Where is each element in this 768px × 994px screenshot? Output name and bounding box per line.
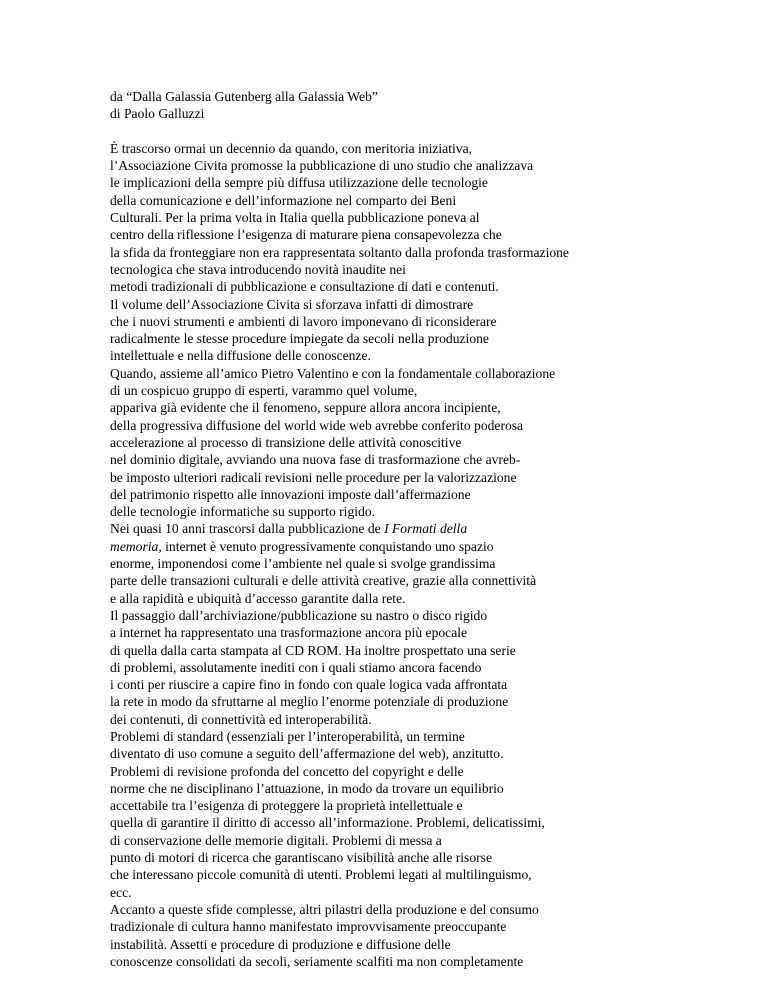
body-line-with-title — [110, 520, 760, 537]
body-line: diventato di uso comune a seguito dell’affermazione del web), anzitutto. — [110, 746, 504, 762]
body-line: di un cospicuo gruppo di esperti, varammo quel volume, — [110, 383, 418, 399]
body-line: parte delle transazioni culturali e delle attività creative, grazie alla connettività — [110, 573, 537, 589]
body-line: del patrimonio rispetto alle innovazioni imposte dall’affermazione — [110, 486, 471, 502]
body-line: Il volume dell’Associazione Civita si sforzava infatti di dimostrare — [110, 296, 474, 312]
body-line: centro della riflessione l’esigenza di maturare piena consapevolezza che — [110, 227, 502, 243]
body-line: be imposto ulteriori radicali revisioni nelle procedure per la valorizzazione — [110, 469, 517, 485]
body-line: intellettuale e nella diffusione delle conoscenze. — [110, 348, 371, 364]
body-line: le implicazioni della sempre più diffusa utilizzazione delle tecnologie — [110, 175, 488, 191]
body-line: di quella dalla carta stampata al CD ROM. Ha inoltre prospettato una serie — [110, 642, 516, 658]
body-line: della comunicazione e dell’informazione nel comparto dei Beni — [110, 192, 457, 208]
source-line: da “Dalla Galassia Gutenberg alla Galassia Web” — [110, 89, 378, 104]
body-line: È trascorso ormai un decennio da quando, con meritoria iniziativa, — [110, 140, 472, 156]
body-line: nel dominio digitale, avviando una nuova fase di trasformazione che avreb- — [110, 452, 521, 468]
body-line: Quando, assieme all’amico Pietro Valentino e con la fondamentale collaborazione — [110, 365, 556, 381]
body-line: enorme, imponendosi come l’ambiente nel quale si svolge grandissima — [110, 556, 496, 572]
body-line: di problemi, assolutamente inediti con i quali stiamo ancora facendo — [110, 659, 482, 675]
body-line: i conti per riuscire a capire fino in fondo con quale logica vada affrontata — [110, 677, 508, 693]
body-text: Nei quasi 10 anni trascorsi dalla pubblicazione de — [110, 521, 385, 537]
body-line: di conservazione delle memorie digitali. Problemi di messa a — [110, 832, 442, 848]
body-line: Accanto a queste sfide complesse, altri pilastri della produzione e del consumo — [110, 901, 539, 917]
body-line: Problemi di revisione profonda del concetto del copyright e delle — [110, 763, 464, 779]
body-line: Il passaggio dall’archiviazione/pubblicazione su nastro o disco rigido — [110, 607, 488, 623]
body-line: accettabile tra l’esigenza di proteggere la proprietà intellettuale e — [110, 798, 463, 814]
body-line: conoscenze consolidati da secoli, seriamente scalfiti ma non completamente — [110, 953, 524, 969]
body-line: punto di motori di ricerca che garantiscano visibilità anche alle risorse — [110, 850, 492, 866]
body-line: radicalmente le stesse procedure impiegate da secoli nella produzione — [110, 331, 489, 347]
body-line: norme che ne disciplinano l’attuazione, in modo da trovare un equilibrio — [110, 780, 504, 796]
body-line: appariva già evidente che il fenomeno, seppure allora ancora incipiente, — [110, 400, 501, 416]
body-line: che i nuovi strumenti e ambienti di lavoro imponevano di riconsiderare — [110, 313, 497, 329]
body-line: e alla rapidità e ubiquità d’accesso garantite dalla rete. — [110, 590, 406, 606]
body-line: a internet ha rappresentato una trasformazione ancora più epocale — [110, 625, 468, 641]
body-text: , internet è venuto progressivamente conquistando uno spazio — [158, 538, 494, 554]
document-text — [110, 88, 760, 970]
body-line: la sfida da fronteggiare non era rappresentata soltanto dalla profonda trasformazione — [110, 244, 569, 260]
body-line: Problemi di standard (essenziali per l’interoperabilità, un termine — [110, 728, 465, 744]
book-title-part: memoria — [110, 538, 159, 554]
body-line: ecc. — [110, 884, 132, 900]
body-line: quella di garantire il diritto di accesso all’informazione. Problemi, delicatissimi, — [110, 815, 545, 831]
body-line: che interessano piccole comunità di utenti. Problemi legati al multilinguismo, — [110, 867, 532, 883]
body-line: instabilità. Assetti e procedure di produzione e diffusione delle — [110, 936, 451, 952]
body-line-with-title — [110, 538, 760, 555]
body-line: tecnologica che stava introducendo novità inaudite nei — [110, 261, 406, 277]
paragraph-gap — [110, 123, 760, 140]
body-line: accelerazione al processo di transizione delle attività conoscitive — [110, 434, 462, 450]
body-line: l’Associazione Civita promosse la pubblicazione di uno studio che analizzava — [110, 158, 534, 174]
author-line: di Paolo Galluzzi — [110, 106, 205, 122]
body-line: la rete in modo da sfruttarne al meglio l’enorme potenziale di produzione — [110, 694, 509, 710]
body-line: tradizionale di cultura hanno manifestato improvvisamente preoccupante — [110, 919, 507, 935]
body-line: dei contenuti, di connettività ed interoperabilità. — [110, 711, 372, 727]
book-title-part: I Formati della — [384, 521, 468, 537]
body-line: Culturali. Per la prima volta in Italia quella pubblicazione poneva al — [110, 210, 480, 226]
body-line: metodi tradizionali di pubblicazione e consultazione di dati e contenuti. — [110, 279, 499, 295]
body-line: della progressiva diffusione del world wide web avrebbe conferito poderosa — [110, 417, 524, 433]
body-line: delle tecnologie informatiche su supporto rigido. — [110, 504, 376, 520]
